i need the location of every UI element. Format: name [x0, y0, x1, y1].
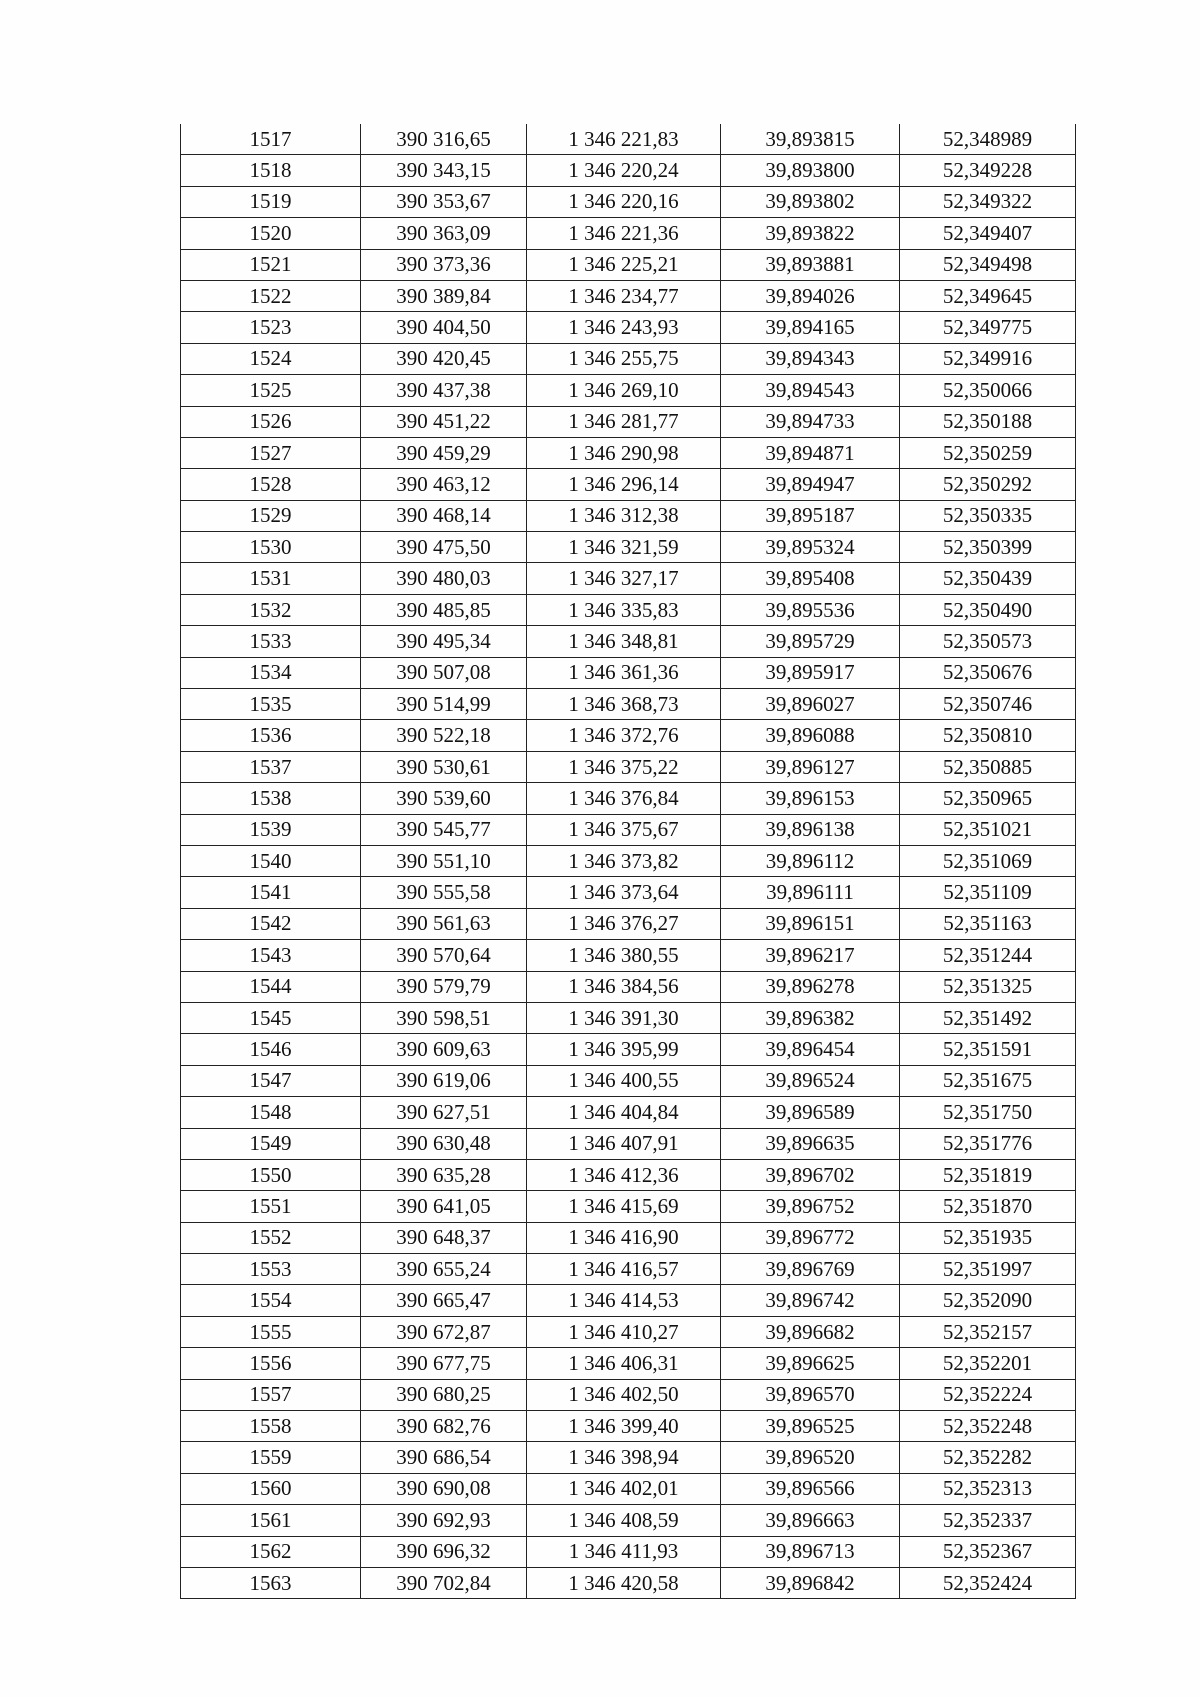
x-coordinate-cell: 390 404,50	[361, 312, 527, 343]
y-coordinate-cell: 1 346 348,81	[527, 626, 721, 657]
x-coordinate-cell: 390 475,50	[361, 532, 527, 563]
longitude-cell: 39,895917	[721, 657, 900, 688]
x-coordinate-cell: 390 514,99	[361, 689, 527, 720]
table-row	[181, 437, 1076, 468]
y-coordinate-cell: 1 346 380,55	[527, 940, 721, 971]
latitude-cell: 52,351591	[900, 1034, 1076, 1065]
x-coordinate-cell: 390 641,05	[361, 1191, 527, 1222]
point-number-cell: 1525	[181, 375, 361, 406]
y-coordinate-cell: 1 346 220,24	[527, 155, 721, 186]
longitude-cell: 39,894871	[721, 437, 900, 468]
table-row	[181, 783, 1076, 814]
y-coordinate-cell: 1 346 416,57	[527, 1254, 721, 1285]
y-coordinate-cell: 1 346 373,64	[527, 877, 721, 908]
point-number-cell: 1550	[181, 1159, 361, 1190]
longitude-cell: 39,896153	[721, 783, 900, 814]
latitude-cell: 52,351325	[900, 971, 1076, 1002]
point-number-cell: 1537	[181, 751, 361, 782]
longitude-cell: 39,896566	[721, 1473, 900, 1504]
longitude-cell: 39,895536	[721, 594, 900, 625]
x-coordinate-cell: 390 619,06	[361, 1065, 527, 1096]
point-number-cell: 1529	[181, 500, 361, 531]
y-coordinate-cell: 1 346 391,30	[527, 1002, 721, 1033]
latitude-cell: 52,352337	[900, 1505, 1076, 1536]
point-number-cell: 1549	[181, 1128, 361, 1159]
point-number-cell: 1533	[181, 626, 361, 657]
longitude-cell: 39,894343	[721, 343, 900, 374]
latitude-cell: 52,350399	[900, 532, 1076, 563]
y-coordinate-cell: 1 346 376,84	[527, 783, 721, 814]
latitude-cell: 52,352282	[900, 1442, 1076, 1473]
point-number-cell: 1536	[181, 720, 361, 751]
latitude-cell: 52,350490	[900, 594, 1076, 625]
y-coordinate-cell: 1 346 255,75	[527, 343, 721, 374]
longitude-cell: 39,896382	[721, 1002, 900, 1033]
longitude-cell: 39,896635	[721, 1128, 900, 1159]
y-coordinate-cell: 1 346 402,50	[527, 1379, 721, 1410]
point-number-cell: 1539	[181, 814, 361, 845]
coordinates-table-body	[181, 124, 1076, 1599]
longitude-cell: 39,896454	[721, 1034, 900, 1065]
x-coordinate-cell: 390 480,03	[361, 563, 527, 594]
table-row	[181, 1505, 1076, 1536]
latitude-cell: 52,350188	[900, 406, 1076, 437]
table-row	[181, 689, 1076, 720]
point-number-cell: 1548	[181, 1097, 361, 1128]
y-coordinate-cell: 1 346 399,40	[527, 1411, 721, 1442]
y-coordinate-cell: 1 346 406,31	[527, 1348, 721, 1379]
latitude-cell: 52,351163	[900, 908, 1076, 939]
y-coordinate-cell: 1 346 414,53	[527, 1285, 721, 1316]
point-number-cell: 1545	[181, 1002, 361, 1033]
x-coordinate-cell: 390 682,76	[361, 1411, 527, 1442]
longitude-cell: 39,893815	[721, 124, 900, 155]
longitude-cell: 39,893802	[721, 186, 900, 217]
y-coordinate-cell: 1 346 408,59	[527, 1505, 721, 1536]
latitude-cell: 52,349645	[900, 280, 1076, 311]
longitude-cell: 39,896027	[721, 689, 900, 720]
point-number-cell: 1560	[181, 1473, 361, 1504]
table-row	[181, 1002, 1076, 1033]
y-coordinate-cell: 1 346 361,36	[527, 657, 721, 688]
latitude-cell: 52,352248	[900, 1411, 1076, 1442]
table-row	[181, 877, 1076, 908]
latitude-cell: 52,349775	[900, 312, 1076, 343]
latitude-cell: 52,349916	[900, 343, 1076, 374]
point-number-cell: 1546	[181, 1034, 361, 1065]
point-number-cell: 1557	[181, 1379, 361, 1410]
y-coordinate-cell: 1 346 411,93	[527, 1536, 721, 1567]
table-row	[181, 594, 1076, 625]
x-coordinate-cell: 390 686,54	[361, 1442, 527, 1473]
x-coordinate-cell: 390 561,63	[361, 908, 527, 939]
table-row	[181, 312, 1076, 343]
table-row	[181, 1473, 1076, 1504]
point-number-cell: 1561	[181, 1505, 361, 1536]
latitude-cell: 52,348989	[900, 124, 1076, 155]
y-coordinate-cell: 1 346 281,77	[527, 406, 721, 437]
table-row	[181, 406, 1076, 437]
latitude-cell: 52,351069	[900, 845, 1076, 876]
point-number-cell: 1519	[181, 186, 361, 217]
table-row	[181, 1285, 1076, 1316]
longitude-cell: 39,896769	[721, 1254, 900, 1285]
y-coordinate-cell: 1 346 296,14	[527, 469, 721, 500]
latitude-cell: 52,352090	[900, 1285, 1076, 1316]
latitude-cell: 52,351109	[900, 877, 1076, 908]
point-number-cell: 1540	[181, 845, 361, 876]
longitude-cell: 39,894543	[721, 375, 900, 406]
y-coordinate-cell: 1 346 243,93	[527, 312, 721, 343]
point-number-cell: 1555	[181, 1316, 361, 1347]
longitude-cell: 39,896127	[721, 751, 900, 782]
longitude-cell: 39,893800	[721, 155, 900, 186]
table-row	[181, 563, 1076, 594]
x-coordinate-cell: 390 522,18	[361, 720, 527, 751]
x-coordinate-cell: 390 316,65	[361, 124, 527, 155]
longitude-cell: 39,896752	[721, 1191, 900, 1222]
longitude-cell: 39,896112	[721, 845, 900, 876]
x-coordinate-cell: 390 343,15	[361, 155, 527, 186]
latitude-cell: 52,350292	[900, 469, 1076, 500]
longitude-cell: 39,896278	[721, 971, 900, 1002]
point-number-cell: 1518	[181, 155, 361, 186]
latitude-cell: 52,350573	[900, 626, 1076, 657]
x-coordinate-cell: 390 353,67	[361, 186, 527, 217]
y-coordinate-cell: 1 346 221,83	[527, 124, 721, 155]
latitude-cell: 52,352313	[900, 1473, 1076, 1504]
longitude-cell: 39,896524	[721, 1065, 900, 1096]
table-row	[181, 1034, 1076, 1065]
longitude-cell: 39,896525	[721, 1411, 900, 1442]
latitude-cell: 52,351244	[900, 940, 1076, 971]
y-coordinate-cell: 1 346 398,94	[527, 1442, 721, 1473]
table-row	[181, 532, 1076, 563]
x-coordinate-cell: 390 655,24	[361, 1254, 527, 1285]
longitude-cell: 39,893881	[721, 249, 900, 280]
longitude-cell: 39,894165	[721, 312, 900, 343]
table-row	[181, 908, 1076, 939]
longitude-cell: 39,896625	[721, 1348, 900, 1379]
latitude-cell: 52,351935	[900, 1222, 1076, 1253]
latitude-cell: 52,350885	[900, 751, 1076, 782]
y-coordinate-cell: 1 346 335,83	[527, 594, 721, 625]
point-number-cell: 1556	[181, 1348, 361, 1379]
x-coordinate-cell: 390 680,25	[361, 1379, 527, 1410]
y-coordinate-cell: 1 346 415,69	[527, 1191, 721, 1222]
table-row	[181, 720, 1076, 751]
longitude-cell: 39,896088	[721, 720, 900, 751]
x-coordinate-cell: 390 630,48	[361, 1128, 527, 1159]
table-row	[181, 1191, 1076, 1222]
y-coordinate-cell: 1 346 225,21	[527, 249, 721, 280]
x-coordinate-cell: 390 570,64	[361, 940, 527, 971]
longitude-cell: 39,896702	[721, 1159, 900, 1190]
x-coordinate-cell: 390 363,09	[361, 218, 527, 249]
latitude-cell: 52,350676	[900, 657, 1076, 688]
longitude-cell: 39,896111	[721, 877, 900, 908]
x-coordinate-cell: 390 507,08	[361, 657, 527, 688]
y-coordinate-cell: 1 346 420,58	[527, 1567, 721, 1598]
point-number-cell: 1563	[181, 1567, 361, 1598]
latitude-cell: 52,350810	[900, 720, 1076, 751]
longitude-cell: 39,896713	[721, 1536, 900, 1567]
x-coordinate-cell: 390 627,51	[361, 1097, 527, 1128]
point-number-cell: 1522	[181, 280, 361, 311]
y-coordinate-cell: 1 346 269,10	[527, 375, 721, 406]
table-row	[181, 186, 1076, 217]
table-row	[181, 1348, 1076, 1379]
point-number-cell: 1523	[181, 312, 361, 343]
x-coordinate-cell: 390 468,14	[361, 500, 527, 531]
latitude-cell: 52,349228	[900, 155, 1076, 186]
table-row	[181, 1567, 1076, 1598]
longitude-cell: 39,896742	[721, 1285, 900, 1316]
table-row	[181, 375, 1076, 406]
longitude-cell: 39,896772	[721, 1222, 900, 1253]
point-number-cell: 1520	[181, 218, 361, 249]
point-number-cell: 1554	[181, 1285, 361, 1316]
table-row	[181, 1411, 1076, 1442]
point-number-cell: 1562	[181, 1536, 361, 1567]
table-row	[181, 249, 1076, 280]
x-coordinate-cell: 390 598,51	[361, 1002, 527, 1033]
latitude-cell: 52,351750	[900, 1097, 1076, 1128]
latitude-cell: 52,351819	[900, 1159, 1076, 1190]
latitude-cell: 52,350746	[900, 689, 1076, 720]
longitude-cell: 39,894947	[721, 469, 900, 500]
latitude-cell: 52,352367	[900, 1536, 1076, 1567]
longitude-cell: 39,895324	[721, 532, 900, 563]
y-coordinate-cell: 1 346 290,98	[527, 437, 721, 468]
longitude-cell: 39,896682	[721, 1316, 900, 1347]
x-coordinate-cell: 390 692,93	[361, 1505, 527, 1536]
x-coordinate-cell: 390 665,47	[361, 1285, 527, 1316]
point-number-cell: 1534	[181, 657, 361, 688]
point-number-cell: 1551	[181, 1191, 361, 1222]
point-number-cell: 1530	[181, 532, 361, 563]
latitude-cell: 52,352224	[900, 1379, 1076, 1410]
longitude-cell: 39,895408	[721, 563, 900, 594]
latitude-cell: 52,351997	[900, 1254, 1076, 1285]
point-number-cell: 1558	[181, 1411, 361, 1442]
latitude-cell: 52,352424	[900, 1567, 1076, 1598]
point-number-cell: 1532	[181, 594, 361, 625]
latitude-cell: 52,349322	[900, 186, 1076, 217]
longitude-cell: 39,896589	[721, 1097, 900, 1128]
latitude-cell: 52,350965	[900, 783, 1076, 814]
point-number-cell: 1543	[181, 940, 361, 971]
point-number-cell: 1526	[181, 406, 361, 437]
y-coordinate-cell: 1 346 404,84	[527, 1097, 721, 1128]
x-coordinate-cell: 390 420,45	[361, 343, 527, 374]
table-row	[181, 1442, 1076, 1473]
y-coordinate-cell: 1 346 416,90	[527, 1222, 721, 1253]
x-coordinate-cell: 390 635,28	[361, 1159, 527, 1190]
y-coordinate-cell: 1 346 321,59	[527, 532, 721, 563]
point-number-cell: 1535	[181, 689, 361, 720]
x-coordinate-cell: 390 690,08	[361, 1473, 527, 1504]
y-coordinate-cell: 1 346 407,91	[527, 1128, 721, 1159]
table-row	[181, 1536, 1076, 1567]
point-number-cell: 1559	[181, 1442, 361, 1473]
x-coordinate-cell: 390 459,29	[361, 437, 527, 468]
point-number-cell: 1524	[181, 343, 361, 374]
longitude-cell: 39,895729	[721, 626, 900, 657]
latitude-cell: 52,352157	[900, 1316, 1076, 1347]
x-coordinate-cell: 390 579,79	[361, 971, 527, 1002]
y-coordinate-cell: 1 346 376,27	[527, 908, 721, 939]
x-coordinate-cell: 390 609,63	[361, 1034, 527, 1065]
table-row	[181, 1254, 1076, 1285]
y-coordinate-cell: 1 346 373,82	[527, 845, 721, 876]
latitude-cell: 52,349407	[900, 218, 1076, 249]
longitude-cell: 39,893822	[721, 218, 900, 249]
table-row	[181, 343, 1076, 374]
latitude-cell: 52,352201	[900, 1348, 1076, 1379]
y-coordinate-cell: 1 346 410,27	[527, 1316, 721, 1347]
y-coordinate-cell: 1 346 372,76	[527, 720, 721, 751]
coordinates-table	[180, 124, 1076, 1599]
point-number-cell: 1553	[181, 1254, 361, 1285]
x-coordinate-cell: 390 555,58	[361, 877, 527, 908]
y-coordinate-cell: 1 346 375,67	[527, 814, 721, 845]
table-row	[181, 1097, 1076, 1128]
y-coordinate-cell: 1 346 384,56	[527, 971, 721, 1002]
table-row	[181, 1065, 1076, 1096]
x-coordinate-cell: 390 485,85	[361, 594, 527, 625]
x-coordinate-cell: 390 389,84	[361, 280, 527, 311]
y-coordinate-cell: 1 346 220,16	[527, 186, 721, 217]
table-row	[181, 940, 1076, 971]
y-coordinate-cell: 1 346 412,36	[527, 1159, 721, 1190]
table-row	[181, 218, 1076, 249]
x-coordinate-cell: 390 702,84	[361, 1567, 527, 1598]
x-coordinate-cell: 390 551,10	[361, 845, 527, 876]
table-row	[181, 845, 1076, 876]
y-coordinate-cell: 1 346 234,77	[527, 280, 721, 311]
table-row	[181, 1159, 1076, 1190]
y-coordinate-cell: 1 346 368,73	[527, 689, 721, 720]
table-row	[181, 280, 1076, 311]
table-row	[181, 469, 1076, 500]
longitude-cell: 39,896151	[721, 908, 900, 939]
x-coordinate-cell: 390 648,37	[361, 1222, 527, 1253]
point-number-cell: 1541	[181, 877, 361, 908]
table-row	[181, 971, 1076, 1002]
y-coordinate-cell: 1 346 402,01	[527, 1473, 721, 1504]
table-row	[181, 657, 1076, 688]
latitude-cell: 52,351870	[900, 1191, 1076, 1222]
point-number-cell: 1542	[181, 908, 361, 939]
point-number-cell: 1521	[181, 249, 361, 280]
latitude-cell: 52,349498	[900, 249, 1076, 280]
x-coordinate-cell: 390 451,22	[361, 406, 527, 437]
latitude-cell: 52,351776	[900, 1128, 1076, 1159]
y-coordinate-cell: 1 346 327,17	[527, 563, 721, 594]
longitude-cell: 39,896570	[721, 1379, 900, 1410]
table-row	[181, 814, 1076, 845]
x-coordinate-cell: 390 437,38	[361, 375, 527, 406]
y-coordinate-cell: 1 346 221,36	[527, 218, 721, 249]
table-row	[181, 1379, 1076, 1410]
latitude-cell: 52,350335	[900, 500, 1076, 531]
y-coordinate-cell: 1 346 395,99	[527, 1034, 721, 1065]
x-coordinate-cell: 390 373,36	[361, 249, 527, 280]
y-coordinate-cell: 1 346 312,38	[527, 500, 721, 531]
longitude-cell: 39,896663	[721, 1505, 900, 1536]
longitude-cell: 39,896520	[721, 1442, 900, 1473]
point-number-cell: 1528	[181, 469, 361, 500]
y-coordinate-cell: 1 346 375,22	[527, 751, 721, 782]
point-number-cell: 1552	[181, 1222, 361, 1253]
table-row	[181, 500, 1076, 531]
latitude-cell: 52,351492	[900, 1002, 1076, 1033]
point-number-cell: 1538	[181, 783, 361, 814]
latitude-cell: 52,350439	[900, 563, 1076, 594]
longitude-cell: 39,894026	[721, 280, 900, 311]
table-row	[181, 1316, 1076, 1347]
x-coordinate-cell: 390 696,32	[361, 1536, 527, 1567]
point-number-cell: 1544	[181, 971, 361, 1002]
table-row	[181, 155, 1076, 186]
latitude-cell: 52,351021	[900, 814, 1076, 845]
longitude-cell: 39,894733	[721, 406, 900, 437]
latitude-cell: 52,350066	[900, 375, 1076, 406]
longitude-cell: 39,896138	[721, 814, 900, 845]
x-coordinate-cell: 390 677,75	[361, 1348, 527, 1379]
table-row	[181, 124, 1076, 155]
point-number-cell: 1527	[181, 437, 361, 468]
x-coordinate-cell: 390 463,12	[361, 469, 527, 500]
x-coordinate-cell: 390 495,34	[361, 626, 527, 657]
x-coordinate-cell: 390 545,77	[361, 814, 527, 845]
point-number-cell: 1547	[181, 1065, 361, 1096]
longitude-cell: 39,895187	[721, 500, 900, 531]
point-number-cell: 1517	[181, 124, 361, 155]
y-coordinate-cell: 1 346 400,55	[527, 1065, 721, 1096]
longitude-cell: 39,896842	[721, 1567, 900, 1598]
table-row	[181, 1222, 1076, 1253]
x-coordinate-cell: 390 539,60	[361, 783, 527, 814]
table-row	[181, 626, 1076, 657]
latitude-cell: 52,351675	[900, 1065, 1076, 1096]
x-coordinate-cell: 390 672,87	[361, 1316, 527, 1347]
table-row	[181, 751, 1076, 782]
longitude-cell: 39,896217	[721, 940, 900, 971]
latitude-cell: 52,350259	[900, 437, 1076, 468]
point-number-cell: 1531	[181, 563, 361, 594]
table-row	[181, 1128, 1076, 1159]
x-coordinate-cell: 390 530,61	[361, 751, 527, 782]
